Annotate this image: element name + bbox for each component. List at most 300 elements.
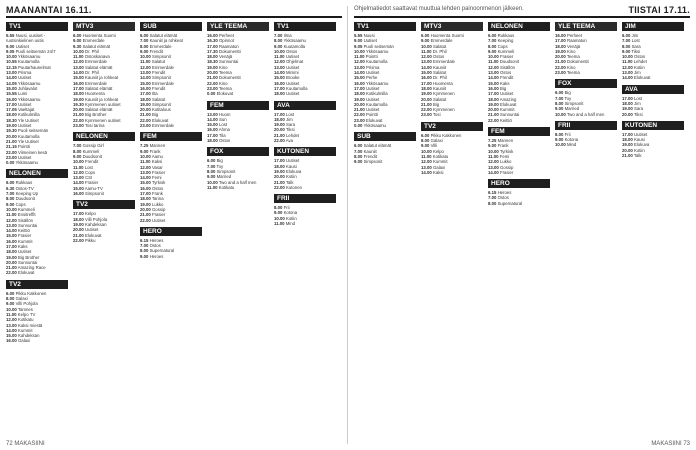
- channel-header: TV1: [274, 22, 336, 31]
- program-title: Kauniit: [431, 85, 447, 91]
- program-title: Rukkaus: [496, 33, 515, 38]
- channel-header: FOX: [555, 79, 617, 88]
- program-time: 6.00: [488, 33, 497, 38]
- program-time: 14.00: [73, 180, 84, 186]
- program-entry: [488, 170, 550, 175]
- program-time: 14.00: [622, 75, 633, 81]
- channel-header: NELONEN: [6, 169, 68, 178]
- program-title: Venäjä: [565, 43, 581, 49]
- program-time: 10.55: [6, 59, 17, 65]
- program-title: Talk: [284, 179, 294, 185]
- program-time: 8.00: [555, 100, 564, 106]
- program-title: Uutiset: [16, 123, 32, 129]
- program-title: Kaks: [498, 80, 510, 86]
- program-time: 17.00: [488, 91, 499, 97]
- program-title: Kymmenen: [431, 91, 455, 97]
- program-time: 11.00: [421, 153, 432, 159]
- program-title: Salatut elämät: [362, 143, 392, 149]
- program-entry: [6, 33, 68, 44]
- program-title: Kausi: [632, 137, 645, 143]
- program-title: Gossip: [150, 206, 166, 212]
- program-time: 13.00: [207, 111, 218, 117]
- program-title: Frii: [282, 205, 290, 211]
- program-time: 22.00: [354, 112, 365, 118]
- program-title: Aamu-TV: [83, 185, 103, 191]
- program-time: 16.00: [6, 96, 17, 102]
- program-title: Kuutamolla: [284, 85, 308, 91]
- program-title: Amazing: [498, 96, 517, 102]
- program-time: 17.05: [6, 107, 17, 113]
- program-time: 11.00: [274, 54, 285, 60]
- program-time: 9.05: [354, 43, 363, 49]
- program-time: 19.00: [555, 48, 566, 54]
- program-time: 18.00: [207, 54, 218, 60]
- program-title: Puoli seitsemän 24/7: [14, 48, 56, 54]
- program-title: Salatut: [431, 96, 447, 102]
- program-title: Juhlavalot: [16, 85, 38, 91]
- program-entry: [73, 191, 135, 196]
- program-time: 22.00: [555, 64, 566, 70]
- program-time: 11.00: [73, 54, 84, 60]
- program-time: 19.30: [73, 101, 84, 107]
- program-title: Elokuva: [284, 168, 302, 174]
- program-time: 6.00: [6, 290, 15, 296]
- program-entry: [555, 142, 617, 147]
- program-time: 10.00: [274, 215, 285, 221]
- program-title: Cops: [83, 169, 95, 175]
- program-time: 8.00: [274, 38, 283, 44]
- program-title: Uutiset: [364, 96, 380, 102]
- program-title: Big: [563, 90, 571, 96]
- program-time: 21.00: [6, 138, 17, 144]
- program-time: 21.00: [73, 232, 84, 238]
- program-title: Heroes: [148, 237, 164, 243]
- program-title: Simpsonit: [150, 75, 171, 81]
- program-title: Uutiset: [284, 64, 300, 70]
- listing-column: [6, 22, 68, 436]
- program-time: 7.00: [488, 195, 497, 201]
- listing-column: [622, 22, 684, 436]
- program-title: Salatut elämät: [83, 85, 113, 91]
- program-title: Elokuvat: [364, 117, 383, 123]
- program-title: Kotikatu: [16, 317, 34, 323]
- program-time: 18.00: [6, 249, 17, 255]
- program-time: 12.00: [488, 159, 499, 165]
- program-time: 15.00: [354, 75, 365, 81]
- program-entry: [274, 138, 336, 143]
- program-time: 9.00: [6, 301, 15, 307]
- program-title: Sara: [630, 43, 641, 49]
- program-time: 20.00: [140, 107, 151, 113]
- program-title: Ostos: [148, 243, 161, 249]
- program-title: Uutiset: [284, 91, 300, 97]
- program-time: 12.00: [488, 64, 499, 70]
- program-time: 15.00: [207, 122, 218, 128]
- program-title: Frendit: [498, 75, 514, 81]
- program-entry: [274, 91, 336, 96]
- program-title: Kotikulmilla: [364, 91, 388, 97]
- program-title: Ostos: [217, 138, 231, 144]
- channel-header: MTV3: [421, 22, 483, 31]
- program-time: 9.00: [6, 201, 15, 207]
- program-title: Kaksi: [431, 169, 444, 175]
- program-title: Sara: [632, 106, 644, 112]
- program-time: 22.00: [140, 117, 151, 123]
- program-title: Frii: [563, 131, 571, 137]
- program-title: Kutonen: [284, 184, 302, 190]
- listing-column: [421, 22, 483, 436]
- listing-column: [73, 22, 135, 436]
- channel-header: TV1: [354, 22, 416, 31]
- program-time: 21.00: [488, 112, 499, 118]
- program-title: Lumi: [16, 91, 28, 97]
- program-time: 6.00: [73, 33, 82, 38]
- program-title: Ostos: [284, 48, 298, 54]
- program-entry: [421, 112, 483, 117]
- program-title: Dokumentti: [217, 48, 241, 54]
- program-time: 6.00: [354, 143, 363, 149]
- program-time: 9.00: [140, 148, 149, 154]
- program-title: Gossip Girl: [81, 143, 104, 149]
- program-time: 20.00: [140, 206, 151, 212]
- program-time: 15.55: [6, 91, 17, 97]
- program-time: 22.00: [488, 117, 499, 123]
- program-time: 20.00: [73, 107, 84, 113]
- program-entry: [207, 91, 269, 96]
- program-time: 13.00: [73, 175, 84, 181]
- program-time: 12.00: [6, 317, 17, 323]
- listing-column: [274, 22, 336, 436]
- program-title: Dr. Phil: [83, 70, 99, 76]
- program-entry: [140, 123, 202, 128]
- program-title: Kelpo TV: [16, 311, 36, 317]
- program-title: Uutiset: [498, 91, 514, 97]
- program-time: 13.00: [6, 222, 17, 228]
- program-time: 20.00: [555, 54, 566, 60]
- program-time: 23.00: [555, 70, 566, 76]
- program-time: 10.00: [555, 111, 566, 117]
- program-time: 20.00: [6, 259, 17, 265]
- program-title: Ykkösaamu: [364, 80, 389, 86]
- program-time: 7.00: [140, 38, 149, 44]
- program-time: 17.00: [274, 158, 285, 164]
- program-title: Pointti: [364, 112, 378, 118]
- program-title: Simpsonit: [150, 54, 171, 60]
- program-time: 23.00: [354, 117, 365, 123]
- program-title: Kotona: [563, 137, 579, 143]
- program-time: 22.00: [274, 138, 285, 144]
- program-title: Nuusi: [362, 33, 375, 38]
- program-time: 14.00: [6, 228, 17, 234]
- program-entry: [622, 112, 684, 117]
- program-time: 7.00: [274, 33, 283, 38]
- program-title: Raamatun: [217, 43, 239, 49]
- right-page-footer: MAKASIINI 73: [651, 441, 690, 447]
- program-time: 11.00: [140, 59, 151, 65]
- listing-column: [140, 22, 202, 436]
- program-title: Ostos: [431, 54, 445, 60]
- program-title: Talk: [632, 153, 642, 159]
- program-time: 18.30: [6, 117, 17, 123]
- program-title: Opinnot: [217, 38, 235, 44]
- program-entry: [488, 118, 550, 123]
- channel-header: FEM: [207, 101, 269, 110]
- program-title: Kahdeksan: [83, 221, 107, 227]
- program-title: Duudsonit: [14, 196, 35, 202]
- program-entry: [207, 185, 269, 190]
- channel-header: TV2: [6, 280, 68, 289]
- program-entry: [6, 270, 68, 275]
- program-title: Salatut: [431, 70, 447, 76]
- program-time: 10.00: [6, 306, 17, 312]
- program-time: 19.30: [6, 128, 17, 134]
- program-entry: [140, 218, 202, 223]
- program-time: 7.00: [73, 143, 82, 149]
- program-time: 6.00: [555, 90, 564, 96]
- program-title: Kauniit ja rohkeat: [83, 96, 119, 102]
- program-title: Ahma: [217, 127, 230, 133]
- program-title: Kaksi miestä: [16, 322, 43, 328]
- program-title: Elokuvat: [16, 270, 35, 276]
- program-time: 21.00: [622, 153, 633, 159]
- program-title: Tiksi: [632, 111, 643, 117]
- program-time: 15.00: [274, 75, 285, 81]
- program-title: Lost: [83, 164, 93, 170]
- program-title: Frasier: [498, 54, 514, 60]
- program-title: Simpsonit: [83, 191, 104, 197]
- program-time: 17.00: [140, 191, 151, 197]
- program-entry: [555, 70, 617, 75]
- program-time: 21.00: [73, 112, 84, 118]
- left-header-rule: [6, 16, 342, 18]
- program-time: 17.30: [207, 48, 218, 54]
- program-title: Kotitalous: [150, 107, 171, 113]
- program-title: Puoli seitsemän: [362, 43, 394, 49]
- channel-header: JIM: [622, 22, 684, 31]
- program-title: Ykkösaamu: [14, 160, 38, 166]
- program-title: Huomenta Suomi: [81, 33, 116, 38]
- program-time: 17.00: [6, 243, 17, 249]
- program-time: 14.00: [140, 75, 151, 81]
- program-title: Supernatural: [496, 200, 523, 206]
- program-time: 17.00: [6, 101, 17, 107]
- program-time: 14.00: [488, 169, 499, 175]
- program-time: 20.00: [622, 147, 633, 153]
- program-time: 18.00: [622, 137, 633, 143]
- program-title: Big: [215, 158, 223, 164]
- program-time: 11.00: [488, 59, 499, 65]
- program-time: 7.00: [140, 243, 149, 249]
- program-title: Uutiset: [14, 43, 29, 49]
- program-entry: [354, 159, 416, 164]
- program-time: 8.00: [622, 43, 631, 49]
- program-time: 6.15: [140, 237, 149, 243]
- program-time: 18.00: [274, 91, 285, 97]
- program-time: 12.00: [421, 159, 432, 165]
- program-title: Dokumentit: [565, 59, 589, 65]
- program-time: 6.30: [6, 185, 15, 191]
- program-time: 7.00: [354, 148, 363, 154]
- program-time: 16.00: [354, 80, 365, 86]
- program-time: 9.00: [555, 106, 564, 112]
- program-title: Salatut elämät: [83, 64, 113, 70]
- program-title: Brooke: [284, 75, 300, 81]
- program-title: Married: [563, 106, 580, 112]
- program-title: Venäjä: [217, 54, 233, 60]
- channel-header: AVA: [622, 85, 684, 94]
- channel-header: FRII: [274, 194, 336, 203]
- program-time: 9.00: [421, 38, 430, 44]
- program-title: Huomenta: [431, 80, 453, 86]
- program-title: Lehdet: [284, 132, 300, 138]
- program-title: Kotikulmilla: [16, 112, 40, 118]
- channel-header: TV2: [421, 122, 483, 131]
- program-title: Kuutamolla: [16, 133, 40, 139]
- program-title: Elokuva: [632, 142, 650, 148]
- program-title: Kaks: [16, 243, 28, 249]
- program-time: 19.00: [274, 168, 285, 174]
- program-title: Uutiset: [150, 217, 166, 223]
- program-title: Ostos: [150, 185, 164, 191]
- program-time: 14.00: [140, 175, 151, 181]
- program-time: 21.00: [354, 107, 365, 113]
- program-time: 9.00: [6, 43, 15, 49]
- program-title: Big: [150, 112, 159, 118]
- program-title: Simpsonit: [563, 100, 584, 106]
- program-title: Kahdeksan: [16, 333, 40, 339]
- program-title: Emmerdale: [150, 80, 174, 86]
- program-title: Tarina: [150, 196, 164, 202]
- program-title: Pikku Kakkonen: [429, 132, 462, 138]
- program-title: Puutarhaunelmat: [16, 64, 51, 70]
- program-time: 16.00: [73, 191, 84, 197]
- program-time: 6.00: [421, 132, 430, 138]
- program-title: Perheet: [565, 33, 583, 38]
- program-title: Kauniit ja rohkeat: [148, 38, 183, 44]
- program-title: Ilma: [282, 33, 292, 38]
- program-title: Lukko: [498, 159, 512, 165]
- program-title: Kuutamolla: [364, 101, 388, 107]
- program-title: Dr. Phil: [83, 48, 99, 54]
- program-time: 21.00: [207, 75, 218, 81]
- program-title: Cops: [14, 201, 26, 207]
- program-title: Frendit: [83, 159, 99, 165]
- program-title: Teema: [217, 70, 232, 76]
- program-title: Emmerdale: [431, 59, 455, 65]
- program-title: Mind: [284, 221, 296, 227]
- program-time: 19.00: [73, 221, 84, 227]
- program-time: 20.00: [274, 127, 285, 133]
- program-time: 10.00: [73, 48, 84, 54]
- program-time: 17.00: [207, 43, 218, 49]
- program-title: Salatut: [150, 96, 166, 102]
- program-title: Keeping: [496, 38, 514, 44]
- program-title: Yle Uutiset: [16, 138, 39, 144]
- program-time: 18.00: [207, 138, 218, 144]
- program-time: 17.00: [73, 85, 84, 91]
- program-time: 7.00: [488, 38, 497, 44]
- program-time: 11.00: [354, 54, 365, 60]
- program-title: Kauniit: [362, 148, 377, 154]
- program-time: 17.00: [274, 85, 285, 91]
- program-time: 8.00: [488, 43, 497, 49]
- program-title: Dr. Phil: [431, 48, 447, 54]
- program-time: 0.00: [354, 123, 363, 129]
- program-title: Mannen: [148, 143, 166, 149]
- program-title: Kelpo: [83, 211, 96, 217]
- program-title: Uutiset: [362, 38, 377, 44]
- program-time: 17.00: [207, 132, 218, 138]
- program-title: Kotikatu: [217, 184, 235, 190]
- program-time: 9.00: [274, 43, 283, 49]
- program-title: Emmerdale: [83, 80, 107, 86]
- program-title: Vaeltajat: [16, 107, 35, 113]
- program-title: Elokuvat: [632, 75, 651, 81]
- program-time: 9.00: [354, 38, 363, 44]
- program-time: 9.30: [73, 43, 82, 49]
- program-time: 13.00: [73, 64, 84, 70]
- program-time: 8.00: [488, 200, 497, 206]
- program-title: Sunnuntai: [217, 59, 239, 65]
- program-title: Kotona: [282, 210, 298, 216]
- program-title: Villi Pohjola: [83, 216, 108, 222]
- program-time: 15.00: [140, 80, 151, 86]
- program-title: Ava: [284, 138, 294, 144]
- channel-header: MTV3: [73, 22, 135, 31]
- program-title: Huom: [217, 111, 231, 117]
- program-time: 13.00: [274, 64, 285, 70]
- program-title: Huomenta Suomi: [429, 33, 464, 38]
- program-time: 10.00: [488, 148, 499, 154]
- program-title: Tiksi: [630, 48, 641, 54]
- program-title: Kauniit ja rohkeat: [83, 75, 119, 81]
- program-title: Frasier: [83, 180, 99, 186]
- program-time: 7.00: [6, 191, 15, 197]
- program-time: 18.00: [73, 91, 84, 97]
- program-time: 9.00: [354, 159, 363, 165]
- program-time: 13.00: [140, 169, 151, 175]
- program-title: Femi: [498, 153, 510, 159]
- program-title: Duudsonit: [81, 153, 102, 159]
- program-time: 14.00: [6, 75, 17, 81]
- program-title: Kuutamolla: [16, 59, 40, 65]
- program-title: Kuutamolla: [282, 43, 306, 49]
- program-time: 18.00: [274, 163, 285, 169]
- channel-header: NELONEN: [73, 132, 135, 141]
- program-time: 10.00: [421, 43, 432, 49]
- program-time: 6.15: [488, 190, 497, 196]
- program-title: Frasier: [16, 233, 32, 239]
- program-title: Big Brother: [83, 112, 107, 118]
- program-title: Dokumentit: [217, 75, 241, 81]
- program-title: Keittiö: [16, 228, 30, 234]
- program-title: Ykkösaamu: [16, 80, 41, 86]
- program-time: 10.00: [488, 54, 499, 60]
- program-time: 17.00: [555, 38, 566, 44]
- program-title: Jim: [632, 100, 641, 106]
- program-time: 10.00: [140, 153, 151, 159]
- program-title: Tamnes: [16, 306, 33, 312]
- program-title: Ilta: [150, 91, 158, 97]
- program-title: Uutiset: [284, 158, 300, 164]
- program-time: 17.00: [354, 85, 365, 91]
- program-title: Simpsonit: [150, 101, 171, 107]
- program-title: Jim: [630, 33, 639, 38]
- right-header-note: Ohjelmatiedot saattavat muuttua lehden painoonmenon jälkeen.: [354, 6, 524, 12]
- program-time: 6.00: [6, 180, 15, 186]
- program-time: 9.00: [421, 143, 430, 149]
- channel-header: NELONEN: [488, 22, 550, 31]
